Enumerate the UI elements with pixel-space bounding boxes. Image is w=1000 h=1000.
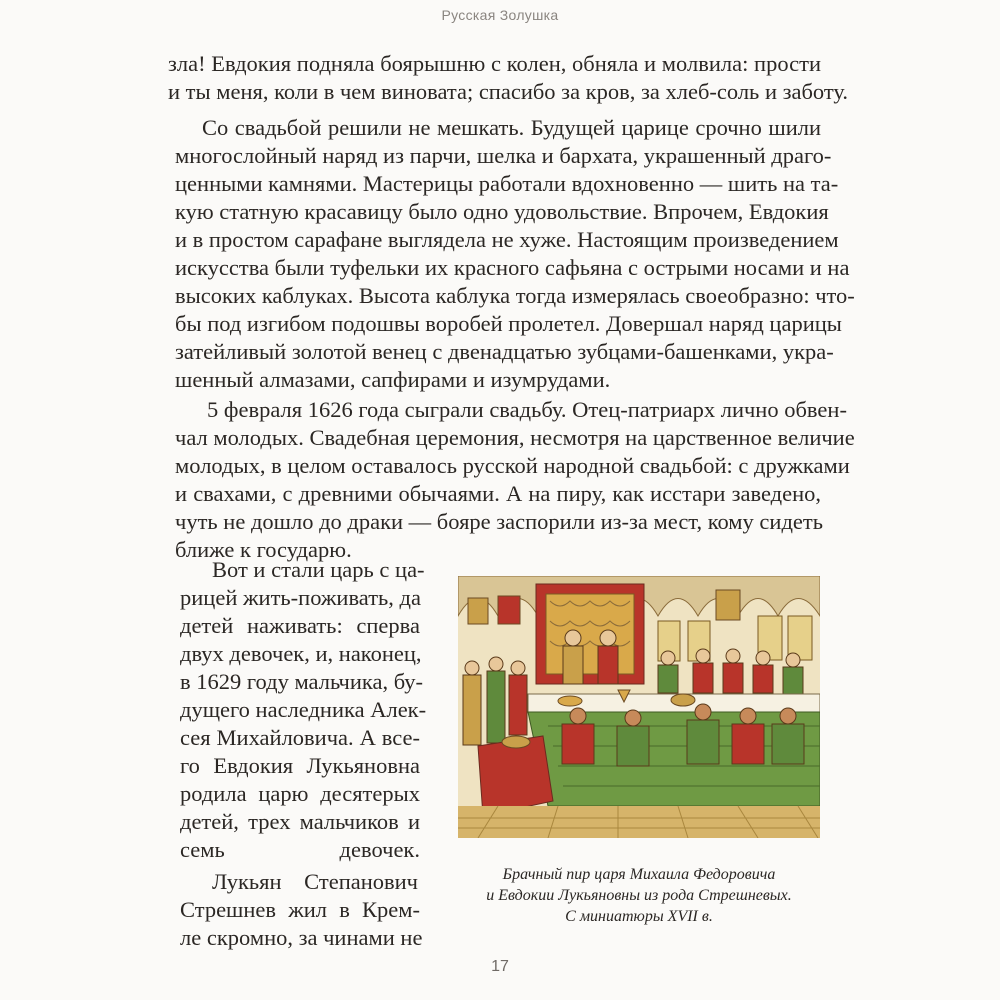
body-line: 5 февраля 1626 года сыграли свадьбу. Отец-патриарх лично обвен- <box>207 397 847 422</box>
column-line: сея Михайловича. А все- <box>180 725 420 750</box>
figure-caption-line: и Евдокии Лукьяновны из рода Стрешневых. <box>486 887 792 904</box>
body-line: и в простом сарафане выглядела не хуже. Настоящим произведением <box>175 227 839 252</box>
body-line: многослойный наряд из парчи, шелка и бархата, украшенный драго- <box>175 143 832 168</box>
column-line: го Евдокия Лукьяновна <box>180 753 420 778</box>
figure-caption-line: Брачный пир царя Михаила Федоровича <box>502 866 776 883</box>
column-line: рицей жить-поживать, да <box>180 585 421 610</box>
body-line: ценными камнями. Мастерицы работали вдохновенно — шить на та- <box>175 171 839 196</box>
body-line: шенный алмазами, сапфирами и изумрудами. <box>175 367 611 392</box>
body-line: чуть не дошло до драки — бояре заспорили из-за мест, кому сидеть <box>175 509 823 534</box>
column-line: ле скромно, за чинами не <box>180 925 423 950</box>
body-line: молодых, в целом оставалось русской народной свадьбой: с дружками <box>175 453 850 478</box>
body-line: зла! Евдокия подняла боярышню с колен, обняла и молвила: прости <box>168 51 821 76</box>
running-header: Русская Золушка <box>441 7 559 23</box>
body-line: Со свадьбой решили не мешкать. Будущей царице срочно шили <box>202 115 821 140</box>
body-line: искусства были туфельки их красного сафьяна с острыми носами и на <box>175 255 850 280</box>
column-line: дущего наследника Алек- <box>180 697 427 722</box>
body-line: бы под изгибом подошвы воробей пролетел. Довершал наряд царицы <box>175 311 842 336</box>
body-line: ближе к государю. <box>175 537 352 562</box>
column-line: детей наживать: сперва <box>180 613 420 638</box>
column-line: Стрешнев жил в Крем- <box>180 897 420 922</box>
column-line: в 1629 году мальчика, бу- <box>180 669 424 694</box>
body-line: кую статную красавицу было одно удовольствие. Впрочем, Евдокия <box>175 199 829 224</box>
column-line: двух девочек, и, наконец, <box>180 641 422 666</box>
body-line: высоких каблуках. Высота каблука тогда измерялась своеобразно: что- <box>175 283 855 308</box>
page-number: 17 <box>491 958 509 975</box>
body-line: и ты меня, коли в чем виновата; спасибо за кров, за хлеб-соль и заботу. <box>168 79 849 104</box>
column-line: семь девочек. <box>180 837 420 862</box>
column-line: Лукьян Степанович <box>212 869 418 894</box>
column-line: родила царю десятерых <box>180 781 420 806</box>
column-line: Вот и стали царь с ца- <box>212 557 425 582</box>
body-line: и свахами, с древними обычаями. А на пиру, как исстари заведено, <box>175 481 821 506</box>
body-line: чал молодых. Свадебная церемония, несмотря на царственное величие <box>175 425 855 450</box>
body-line: затейливый золотой венец с двенадцатью зубцами-башенками, укра- <box>175 339 834 364</box>
wedding-feast-miniature <box>458 576 820 838</box>
column-line: детей, трех мальчиков и <box>180 809 420 834</box>
figure-caption-line: С миниатюры XVII в. <box>565 908 713 925</box>
